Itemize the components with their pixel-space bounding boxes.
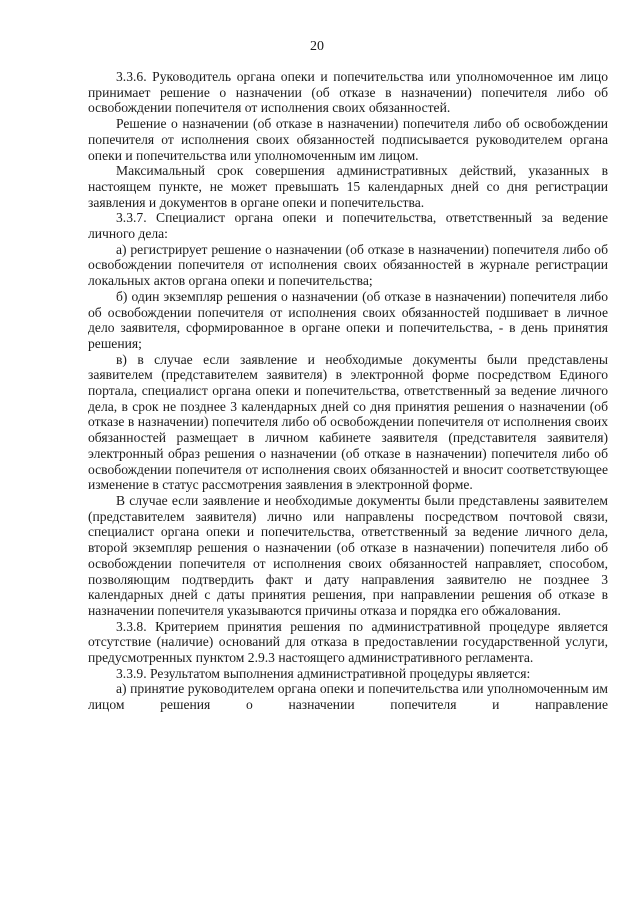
paragraph-3-3-7: 3.3.7. Специалист органа опеки и попечительства, ответственный за ведение личного дела: [88,210,608,242]
paragraph-postal-case: В случае если заявление и необходимые документы были представлены заявителем (представителем заявителя) лично или направлены посредством почтовой связи, специалист органа опеки и попечительства, ответственный за ведение личного дела, второй экземпляр решения о назначении (об отказе в назначении) попечителя либо об освобождении попечителя от исполнения своих обязанностей направляет, способом, позволяющим подтвердить факт и дату направления заявителю не позднее 3 календарных дней с даты принятия решения, при направлении решения об отказе в назначении попечителя указываются причины отказа и порядка его обжалования. [88,492,608,618]
paragraph-result-a: а) принятие руководителем органа опеки и попечительства или уполномоченным им лицом решения о назначении попечителя и направление [88,681,608,713]
paragraph-item-b: б) один экземпляр решения о назначении (об отказе в назначении) попечителя либо об освобождении попечителя от исполнения своих обязанностей подшивает в личное дело заявителя, сформированное в органе опеки и попечительства, - в день принятия решения; [88,288,608,351]
document-body [88,69,608,713]
page-number: 20 [310,39,324,54]
paragraph-item-a: а) регистрирует решение о назначении (об отказе в назначении) попечителя либо об освобождении попечителя от исполнения своих обязанностей в журнале регистрации локальных актов органа опеки и попечительства; [88,241,608,289]
paragraph-decision-signing: Решение о назначении (об отказе в назначении) попечителя либо об освобождении попечителя от исполнения своих обязанностей подписывается руководителем органа опеки и попечительства или уполномоченным им лицом. [88,116,608,163]
paragraph-3-3-6: 3.3.6. Руководитель органа опеки и попечительства или уполномоченное им лицо принимает решение о назначении (об отказе в назначении) попечителя либо об освобождении попечителя от исполнения своих обязанностей. [88,69,608,116]
paragraph-item-v: в) в случае если заявление и необходимые документы были представлены заявителем (представителем заявителя) в электронной форме посредством Единого портала, специалист органа опеки и попечительства, ответственный за ведение личного дела, в срок не позднее 3 календарных дней со дня принятия решения о назначении (об отказе в назначении) попечителя либо об освобождении попечителя от исполнения своих обязанностей размещает в личном кабинете заявителя (представителя заявителя) электронный образ решения о назначении (об отказе в назначении) попечителя либо об освобождении попечителя от исполнения своих обязанностей и вносит соответствующее изменение в статус рассмотрения заявления в электронной форме. [88,351,608,493]
paragraph-3-3-8: 3.3.8. Критерием принятия решения по административной процедуре является отсутствие (наличие) оснований для отказа в предоставлении государственной услуги, предусмотренных пунктом 2.9.3 настоящего административного регламента. [88,618,608,666]
paragraph-3-3-9: 3.3.9. Результатом выполнения административной процедуры является: [116,665,531,681]
paragraph-max-term: Максимальный срок совершения административных действий, указанных в настоящем пункте, не может превышать 15 календарных дней со дня регистрации заявления и документов в органе опеки и попечительства. [88,163,608,210]
